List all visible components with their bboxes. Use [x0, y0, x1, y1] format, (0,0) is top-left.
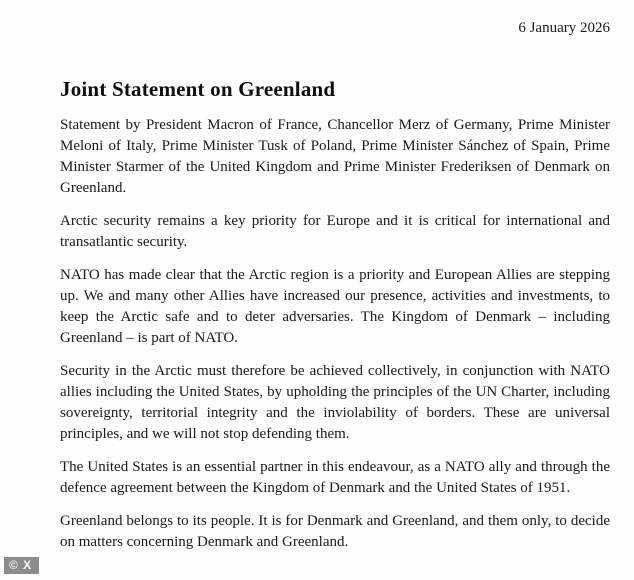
- statement-paragraph: Arctic security remains a key priority for Europe and it is critical for international and transatlantic security.: [60, 213, 610, 251]
- copyright-watermark-badge: © X: [4, 557, 39, 574]
- statement-paragraph: The United States is an essential partner in this endeavour, as a NATO ally and through the defence agreement between the Kingdom of Denmark and the United States of 1951.: [60, 459, 610, 497]
- statement-paragraph: Greenland belongs to its people. It is for Denmark and Greenland, and them only, to decide on matters concerning Denmark and Greenland.: [60, 513, 610, 551]
- statement-paragraph: Statement by President Macron of France, Chancellor Merz of Germany, Prime Minister Meloni of Italy, Prime Minister Tusk of Poland, Prime Minister Sánchez of Spain, Prime Minister Starmer of the United Kingdom and Prime Minister Frederiksen of Denmark on Greenland.: [60, 117, 610, 197]
- statement-paragraph: NATO has made clear that the Arctic region is a priority and European Allies are stepping up. We and many other Allies have increased our presence, activities and investments, to keep the Arctic safe and to deter adversaries. The Kingdom of Denmark – including Greenland – is part of NATO.: [60, 267, 610, 347]
- page-title: Joint Statement on Greenland: [60, 77, 336, 101]
- statement-paragraph: Security in the Arctic must therefore be achieved collectively, in conjunction with NATO allies including the United States, by upholding the principles of the UN Charter, including sovereignty, territorial integrity and the inviolability of borders. These are universal principles, and we will not stop defending them.: [60, 363, 610, 443]
- statement-body: [60, 115, 610, 553]
- dateline: 6 January 2026: [518, 20, 610, 36]
- document-content: [60, 0, 610, 565]
